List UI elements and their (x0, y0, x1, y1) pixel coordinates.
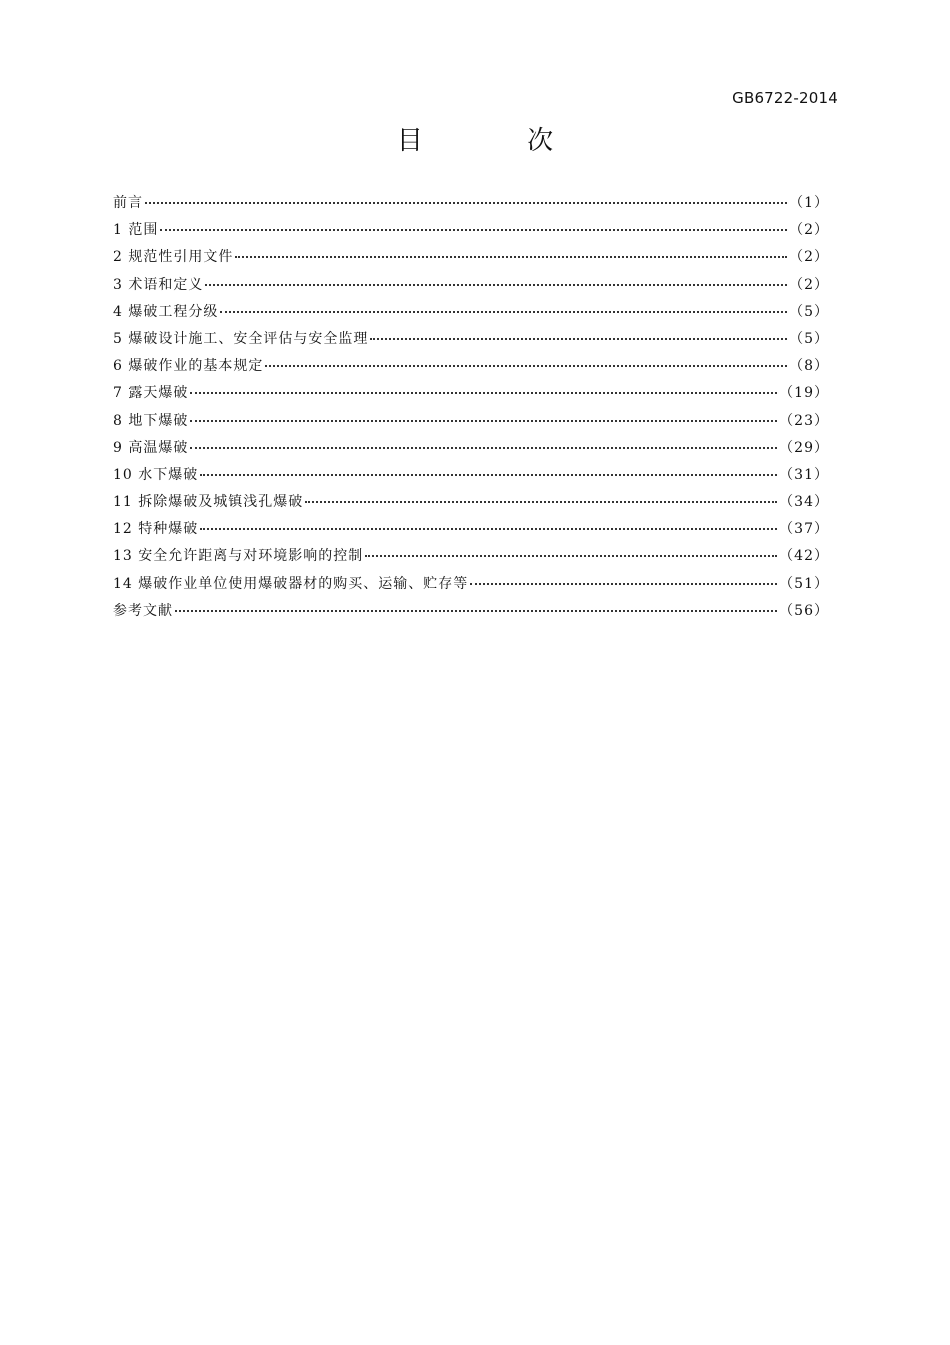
dot-leader (200, 474, 777, 476)
standard-code: GB6722-2014 (732, 89, 838, 107)
toc-page-number: （37） (779, 521, 829, 538)
toc-page-number: （56） (779, 602, 829, 619)
toc-page-number: （2） (789, 249, 829, 266)
toc-entry-6[interactable] (113, 355, 829, 382)
toc-label: 7 露天爆破 (113, 385, 189, 402)
table-of-contents (113, 192, 829, 627)
toc-page-number: （31） (779, 466, 829, 483)
toc-entry-12[interactable] (113, 518, 829, 545)
toc-label: 2 规范性引用文件 (113, 249, 234, 266)
dot-leader (265, 365, 787, 367)
toc-page-number: （19） (779, 385, 829, 402)
toc-entry-2[interactable] (113, 246, 829, 273)
dot-leader (205, 284, 787, 286)
toc-label: 1 范围 (113, 222, 159, 239)
page-title: 目 次 (396, 126, 602, 156)
dot-leader (365, 555, 777, 557)
toc-label: 13 安全允许距离与对环境影响的控制 (113, 548, 364, 565)
toc-label: 6 爆破作业的基本规定 (113, 358, 264, 375)
toc-entry-14[interactable] (113, 573, 829, 600)
toc-label: 4 爆破工程分级 (113, 303, 219, 320)
toc-entry-7[interactable] (113, 382, 829, 409)
toc-label: 9 高温爆破 (113, 439, 189, 456)
toc-page-number: （1） (789, 195, 829, 211)
dot-leader (220, 311, 787, 313)
dot-leader (160, 229, 787, 231)
toc-entry-foreword[interactable] (113, 192, 829, 219)
toc-label: 12 特种爆破 (113, 521, 199, 538)
toc-page-number: （5） (789, 330, 829, 347)
toc-page-number: （2） (789, 222, 829, 239)
dot-leader (235, 256, 787, 258)
toc-label: 参考文献 (113, 602, 173, 619)
toc-label: 8 地下爆破 (113, 412, 189, 429)
toc-page-number: （29） (779, 439, 829, 456)
toc-entry-10[interactable] (113, 464, 829, 491)
toc-entry-references[interactable] (113, 600, 829, 627)
dot-leader (175, 610, 777, 612)
dot-leader (200, 528, 777, 530)
toc-label: 11 拆除爆破及城镇浅孔爆破 (113, 494, 304, 511)
dot-leader (190, 420, 777, 422)
toc-page-number: （42） (779, 548, 829, 565)
toc-page-number: （51） (779, 575, 829, 592)
toc-page-number: （5） (789, 303, 829, 320)
dot-leader (305, 501, 777, 503)
toc-entry-3[interactable] (113, 274, 829, 301)
toc-page-number: （34） (779, 494, 829, 511)
toc-label: 10 水下爆破 (113, 466, 199, 483)
toc-label: 前言 (113, 195, 143, 211)
toc-entry-8[interactable] (113, 410, 829, 437)
toc-entry-13[interactable] (113, 545, 829, 572)
toc-page-number: （8） (789, 358, 829, 375)
toc-entry-11[interactable] (113, 491, 829, 518)
dot-leader (190, 447, 777, 449)
dot-leader (470, 583, 777, 585)
toc-entry-5[interactable] (113, 328, 829, 355)
toc-entry-1[interactable] (113, 219, 829, 246)
toc-page-number: （23） (779, 412, 829, 429)
toc-label: 14 爆破作业单位使用爆破器材的购买、运输、贮存等 (113, 575, 469, 592)
toc-label: 3 术语和定义 (113, 276, 204, 293)
toc-page-number: （2） (789, 276, 829, 293)
toc-label: 5 爆破设计施工、安全评估与安全监理 (113, 330, 369, 347)
dot-leader (370, 338, 787, 340)
dot-leader (145, 202, 787, 204)
dot-leader (190, 392, 777, 394)
toc-entry-4[interactable] (113, 301, 829, 328)
toc-entry-9[interactable] (113, 437, 829, 464)
